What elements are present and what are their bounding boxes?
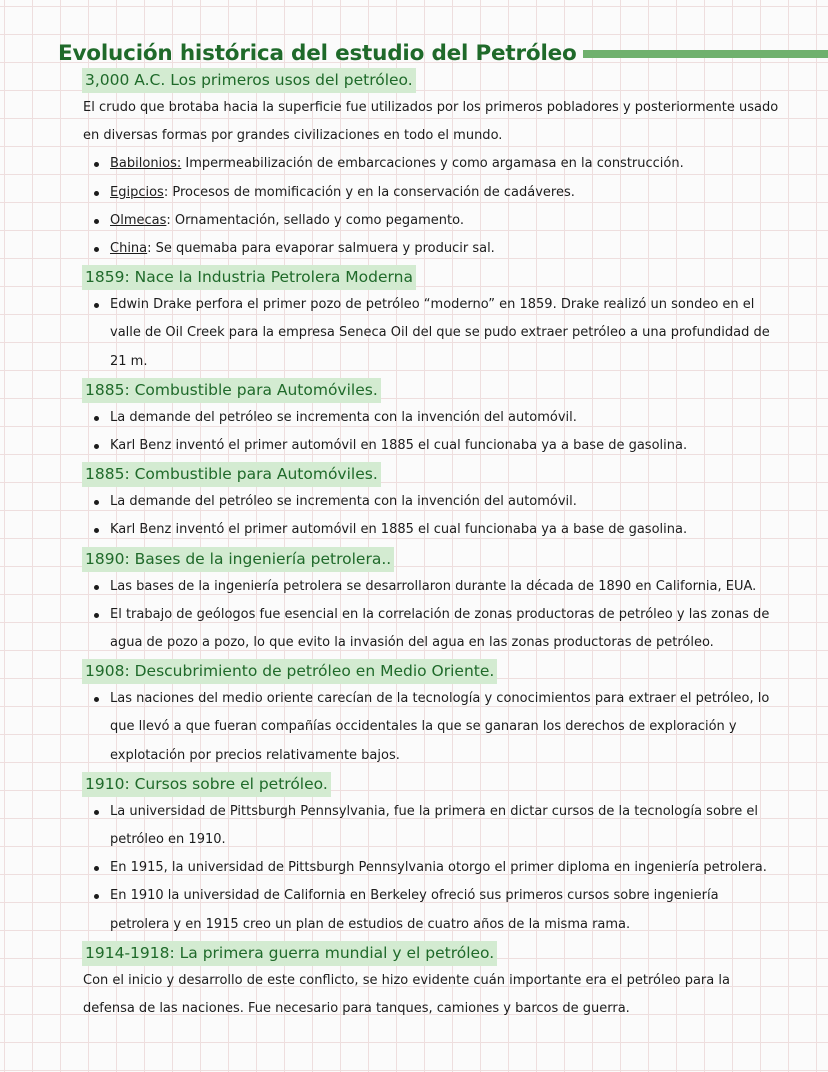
list-item: Las naciones del medio oriente carecían de la tecnología y conocimientos para extraer el petróleo, lo que llevó a que fueran compañías occidentales la que se ganaran los derechos de exploración y explotación por precios relativamente bajos. <box>110 685 780 770</box>
section-heading: 1914-1918: La primera guerra mundial y el petróleo. <box>82 939 828 967</box>
list-item: El trabajo de geólogos fue esencial en la correlación de zonas productoras de petróleo y las zonas de agua de pozo a pozo, lo que evito la invasión del agua en las zonas productoras de petróleo. <box>110 601 780 657</box>
list-item: La demande del petróleo se incrementa con la invención del automóvil. <box>110 404 780 432</box>
list-item: Las bases de la ingeniería petrolera se desarrollaron durante la década de 1890 en California, EUA. <box>110 573 780 601</box>
bullet-list <box>0 798 828 939</box>
section-paragraph: Con el inicio y desarrollo de este conflicto, se hizo evidente cuán importante era el petróleo para la defensa de las naciones. Fue necesario para tanques, camiones y barcos de guerra. <box>83 972 730 1017</box>
list-item: En 1910 la universidad de California en Berkeley ofreció sus primeros cursos sobre ingeniería petrolera y en 1915 creo un plan de estudios de cuatro años de la misma rama. <box>110 882 780 938</box>
list-item: En 1915, la universidad de Pittsburgh Pennsylvania otorgo el primer diploma en ingeniería petrolera. <box>110 854 780 882</box>
bullet-list <box>0 150 828 263</box>
notes-content <box>0 66 828 1023</box>
list-item: Karl Benz inventó el primer automóvil en 1885 el cual funcionaba ya a base de gasolina. <box>110 432 780 460</box>
item-text: Impermeabilización de embarcaciones y como argamasa en la construcción. <box>181 156 684 172</box>
list-item <box>110 150 780 178</box>
term-label: China <box>110 241 148 257</box>
item-text: : Ornamentación, sellado y como pegamento. <box>166 212 464 228</box>
title-row <box>58 36 828 70</box>
section-heading: 1910: Cursos sobre el petróleo. <box>82 770 828 798</box>
bullet-list <box>0 488 828 544</box>
section-heading: 1885: Combustible para Automóviles. <box>82 376 828 404</box>
bullet-list <box>0 404 828 460</box>
bullet-list <box>0 291 828 376</box>
list-item <box>110 207 780 235</box>
page-title: Evolución histórica del estudio del Petróleo <box>58 40 577 66</box>
title-underline-bar <box>583 50 828 58</box>
section-heading: 1890: Bases de la ingeniería petrolera.. <box>82 545 828 573</box>
list-item: Edwin Drake perfora el primer pozo de petróleo “moderno” en 1859. Drake realizó un sondeo en el valle de Oil Creek para la empresa Seneca Oil del que se pudo extraer petróleo a una profundidad de 21 m. <box>110 291 780 376</box>
term-label: Babilonios: <box>110 156 182 172</box>
section-heading: 1885: Combustible para Automóviles. <box>82 460 828 488</box>
term-label: Olmecas <box>110 212 167 228</box>
section-paragraph: El crudo que brotaba hacia la superficie fue utilizados por los primeros pobladores y posteriormente usado en diversas formas por grandes civilizaciones en todo el mundo. <box>83 100 779 144</box>
list-item <box>110 179 780 207</box>
item-text: : Se quemaba para evaporar salmuera y producir sal. <box>147 241 495 257</box>
list-item: La demande del petróleo se incrementa con la invención del automóvil. <box>110 488 780 516</box>
bullet-list <box>0 573 828 658</box>
list-item: La universidad de Pittsburgh Pennsylvania, fue la primera en dictar cursos de la tecnología sobre el petróleo en 1910. <box>110 798 780 854</box>
term-label: Egipcios <box>110 184 164 200</box>
list-item <box>110 235 780 263</box>
section-heading: 1908: Descubrimiento de petróleo en Medio Oriente. <box>82 657 828 685</box>
bullet-list <box>0 685 828 770</box>
section-heading: 3,000 A.C. Los primeros usos del petróleo. <box>82 66 828 94</box>
item-text: : Procesos de momificación y en la conservación de cadáveres. <box>163 184 575 200</box>
section-heading: 1859: Nace la Industria Petrolera Moderna <box>82 263 828 291</box>
list-item: Karl Benz inventó el primer automóvil en 1885 el cual funcionaba ya a base de gasolina. <box>110 516 780 544</box>
